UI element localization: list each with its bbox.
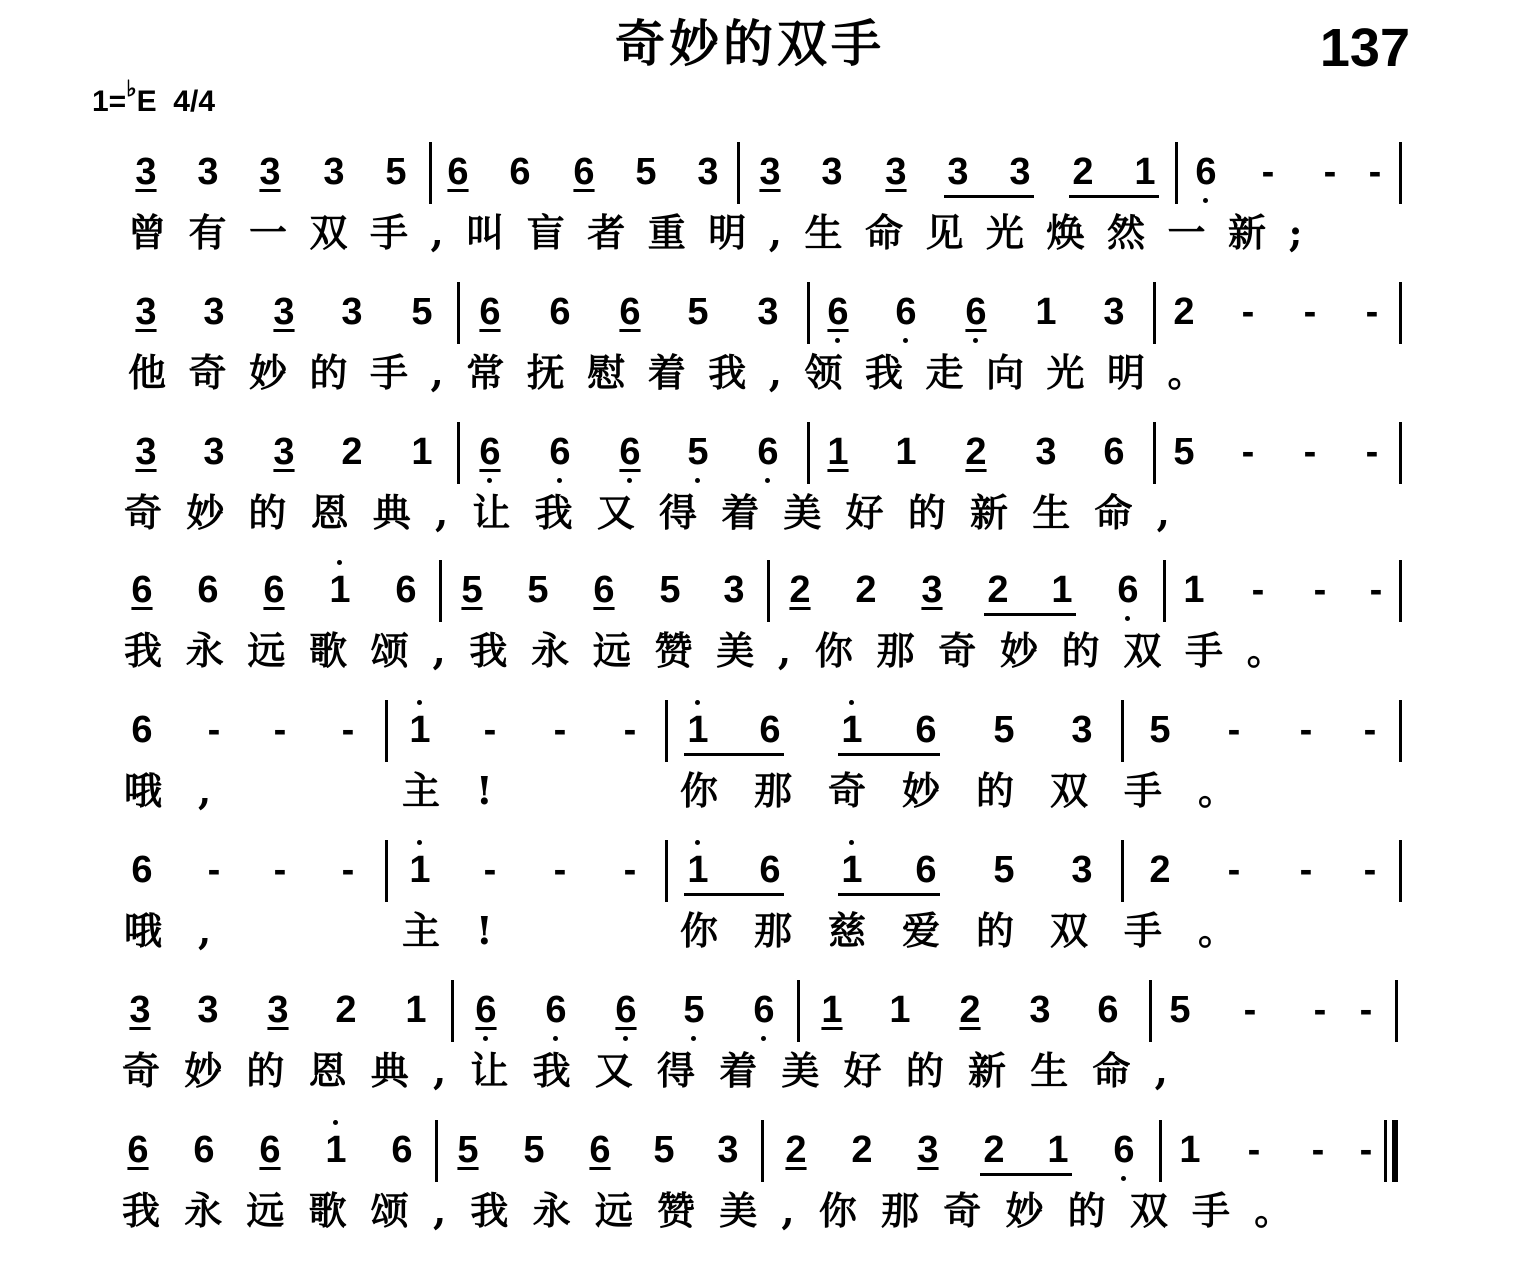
sustain-dash: - bbox=[1313, 569, 1327, 611]
sustain-dash: - bbox=[1241, 291, 1255, 333]
sustain-dash: - bbox=[341, 709, 355, 751]
sustain-dash: - bbox=[273, 849, 287, 891]
barline bbox=[1149, 980, 1152, 1042]
note: 1 bbox=[398, 708, 442, 752]
lyric-line: 我永远歌颂,我永远赞美,你那奇妙的双手。 bbox=[124, 628, 1309, 673]
note: 3 bbox=[947, 151, 969, 193]
lyric-fragment: 哦, bbox=[124, 908, 248, 953]
note: 1 bbox=[889, 989, 911, 1031]
note: 1 bbox=[1035, 291, 1057, 333]
song-title: 奇妙的双手 bbox=[615, 14, 885, 73]
barline bbox=[1395, 980, 1398, 1042]
note: 6 bbox=[1097, 989, 1119, 1031]
lyric-line: 奇妙的恩典,让我又得着美好的新生命, bbox=[122, 1048, 1193, 1093]
note: 6 bbox=[1184, 150, 1228, 194]
barline bbox=[1121, 700, 1124, 762]
eighth-beam bbox=[838, 893, 940, 896]
note: 3 bbox=[1103, 291, 1125, 333]
lyric-line: 奇妙的恩典,让我又得着美好的新生命, bbox=[124, 490, 1195, 535]
final-barline-thick bbox=[1392, 1120, 1398, 1182]
barline bbox=[1175, 142, 1178, 204]
note: 3 bbox=[1035, 431, 1057, 473]
sustain-dash: - bbox=[483, 849, 497, 891]
note: 5 bbox=[993, 849, 1015, 891]
sustain-dash: - bbox=[1365, 431, 1379, 473]
note: 6 bbox=[131, 709, 153, 751]
note: 3 bbox=[1009, 151, 1031, 193]
barline bbox=[451, 980, 454, 1042]
note: 6 bbox=[391, 1129, 413, 1171]
barline bbox=[1121, 840, 1124, 902]
note: 6 bbox=[479, 291, 501, 333]
note: 6 bbox=[464, 988, 508, 1032]
barline bbox=[439, 560, 442, 622]
barline bbox=[761, 1120, 764, 1182]
score-system bbox=[0, 708, 1532, 858]
note: 1 bbox=[1047, 1129, 1069, 1171]
key-note: E bbox=[136, 85, 157, 118]
note: 3 bbox=[757, 291, 779, 333]
note: 6 bbox=[816, 290, 860, 334]
score-system bbox=[0, 988, 1532, 1138]
lyric-line: 他奇妙的手,常抚慰着我,领我走向光明。 bbox=[128, 350, 1228, 395]
sustain-dash: - bbox=[1303, 291, 1317, 333]
note: 5 bbox=[1149, 709, 1171, 751]
high-octave-dot bbox=[695, 700, 700, 705]
note: 3 bbox=[323, 151, 345, 193]
note: 5 bbox=[635, 151, 657, 193]
score-system bbox=[0, 568, 1532, 718]
note: 3 bbox=[1029, 989, 1051, 1031]
note: 2 bbox=[341, 431, 363, 473]
note: 6 bbox=[1102, 1128, 1146, 1172]
note: 2 bbox=[789, 569, 811, 611]
note: 6 bbox=[131, 569, 153, 611]
note: 2 bbox=[1149, 849, 1171, 891]
score-system bbox=[0, 848, 1532, 998]
sustain-dash: - bbox=[1311, 1129, 1325, 1171]
eighth-beam bbox=[1069, 195, 1159, 198]
barline bbox=[807, 282, 810, 344]
sustain-dash: - bbox=[1369, 569, 1383, 611]
note: 3 bbox=[129, 989, 151, 1031]
sustain-dash: - bbox=[1363, 849, 1377, 891]
barline bbox=[1153, 282, 1156, 344]
sustain-dash: - bbox=[1243, 989, 1257, 1031]
note: 2 bbox=[335, 989, 357, 1031]
sustain-dash: - bbox=[1227, 709, 1241, 751]
barline bbox=[457, 422, 460, 484]
note: 3 bbox=[1071, 849, 1093, 891]
note: 2 bbox=[1173, 291, 1195, 333]
note: 5 bbox=[523, 1129, 545, 1171]
sustain-dash: - bbox=[1261, 151, 1275, 193]
sustain-dash: - bbox=[273, 709, 287, 751]
note: 5 bbox=[1169, 989, 1191, 1031]
key-signature bbox=[92, 76, 216, 122]
note: 5 bbox=[457, 1129, 479, 1171]
note: 3 bbox=[723, 569, 745, 611]
note: 1 bbox=[405, 989, 427, 1031]
note: 3 bbox=[821, 151, 843, 193]
barline bbox=[1159, 1120, 1162, 1182]
lyric-fragment: 你那慈爱的双手。 bbox=[680, 908, 1273, 953]
note: 2 bbox=[785, 1129, 807, 1171]
note: 6 bbox=[259, 1129, 281, 1171]
high-octave-dot bbox=[849, 700, 854, 705]
sustain-dash: - bbox=[1363, 709, 1377, 751]
note: 3 bbox=[203, 291, 225, 333]
note: 6 bbox=[549, 291, 571, 333]
note: 6 bbox=[915, 709, 937, 751]
key-prefix: 1= bbox=[92, 85, 127, 118]
sustain-dash: - bbox=[483, 709, 497, 751]
note: 3 bbox=[921, 569, 943, 611]
note: 1 bbox=[411, 431, 433, 473]
barline bbox=[1399, 700, 1402, 762]
eighth-beam bbox=[944, 195, 1034, 198]
barline bbox=[385, 700, 388, 762]
note: 6 bbox=[884, 290, 928, 334]
sustain-dash: - bbox=[1359, 1129, 1373, 1171]
note: 2 bbox=[1072, 151, 1094, 193]
note: 3 bbox=[197, 989, 219, 1031]
note: 3 bbox=[197, 151, 219, 193]
sustain-dash: - bbox=[1251, 569, 1265, 611]
note: 1 bbox=[827, 431, 849, 473]
note: 5 bbox=[527, 569, 549, 611]
note: 3 bbox=[203, 431, 225, 473]
note: 5 bbox=[385, 151, 407, 193]
note: 5 bbox=[411, 291, 433, 333]
note: 5 bbox=[659, 569, 681, 611]
barline bbox=[665, 840, 668, 902]
score-system bbox=[0, 430, 1532, 580]
barline bbox=[1399, 282, 1402, 344]
sustain-dash: - bbox=[1365, 291, 1379, 333]
note: 2 bbox=[987, 569, 1009, 611]
note: 3 bbox=[273, 431, 295, 473]
score-system bbox=[0, 1128, 1532, 1278]
note: 6 bbox=[742, 988, 786, 1032]
note: 6 bbox=[619, 291, 641, 333]
barline bbox=[797, 980, 800, 1042]
eighth-beam bbox=[838, 753, 940, 756]
note: 1 bbox=[895, 431, 917, 473]
barline bbox=[435, 1120, 438, 1182]
high-octave-dot bbox=[849, 840, 854, 845]
note: 3 bbox=[885, 151, 907, 193]
barline bbox=[665, 700, 668, 762]
note: 5 bbox=[676, 430, 720, 474]
sustain-dash: - bbox=[623, 849, 637, 891]
note: 6 bbox=[127, 1129, 149, 1171]
high-octave-dot bbox=[417, 700, 422, 705]
high-octave-dot bbox=[695, 840, 700, 845]
note: 1 bbox=[318, 568, 362, 612]
note: 6 bbox=[538, 430, 582, 474]
note: 6 bbox=[534, 988, 578, 1032]
note: 3 bbox=[267, 989, 289, 1031]
high-octave-dot bbox=[337, 560, 342, 565]
sustain-dash: - bbox=[1227, 849, 1241, 891]
barline bbox=[1399, 560, 1402, 622]
eighth-beam bbox=[684, 753, 784, 756]
note: 2 bbox=[851, 1129, 873, 1171]
time-signature: 4/4 bbox=[173, 85, 216, 118]
flat-icon: ♭ bbox=[126, 76, 137, 101]
note: 1 bbox=[821, 989, 843, 1031]
note: 6 bbox=[1106, 568, 1150, 612]
note: 5 bbox=[461, 569, 483, 611]
note: 6 bbox=[759, 849, 781, 891]
note: 6 bbox=[1103, 431, 1125, 473]
sustain-dash: - bbox=[341, 849, 355, 891]
note: 3 bbox=[135, 431, 157, 473]
sustain-dash: - bbox=[553, 849, 567, 891]
note: 1 bbox=[830, 708, 874, 752]
note: 2 bbox=[983, 1129, 1005, 1171]
barline bbox=[1399, 422, 1402, 484]
note: 6 bbox=[589, 1129, 611, 1171]
note: 6 bbox=[131, 849, 153, 891]
barline bbox=[457, 282, 460, 344]
barline bbox=[429, 142, 432, 204]
high-octave-dot bbox=[333, 1120, 338, 1125]
note: 1 bbox=[1183, 569, 1205, 611]
note: 1 bbox=[676, 708, 720, 752]
note: 3 bbox=[135, 151, 157, 193]
eighth-beam bbox=[684, 893, 784, 896]
note: 1 bbox=[1179, 1129, 1201, 1171]
eighth-beam bbox=[984, 613, 1076, 616]
sustain-dash: - bbox=[207, 709, 221, 751]
note: 1 bbox=[1051, 569, 1073, 611]
lyric-line: 我永远歌颂,我永远赞美,你那奇妙的双手。 bbox=[122, 1188, 1317, 1233]
note: 6 bbox=[954, 290, 998, 334]
high-octave-dot bbox=[417, 840, 422, 845]
lyric-fragment: 哦, bbox=[124, 768, 248, 813]
note: 6 bbox=[263, 569, 285, 611]
note: 3 bbox=[697, 151, 719, 193]
sustain-dash: - bbox=[207, 849, 221, 891]
page-number: 137 bbox=[1319, 18, 1410, 78]
sustain-dash: - bbox=[623, 709, 637, 751]
note: 3 bbox=[1071, 709, 1093, 751]
eighth-beam bbox=[980, 1173, 1072, 1176]
sustain-dash: - bbox=[1359, 989, 1373, 1031]
note: 1 bbox=[676, 848, 720, 892]
sustain-dash: - bbox=[1368, 151, 1382, 193]
sustain-dash: - bbox=[1241, 431, 1255, 473]
note: 3 bbox=[135, 291, 157, 333]
note: 3 bbox=[917, 1129, 939, 1171]
lyric-line: 曾有一双手,叫盲者重明,生命见光焕然一新; bbox=[128, 210, 1325, 255]
note: 5 bbox=[1173, 431, 1195, 473]
score-system bbox=[0, 150, 1532, 300]
lyric-fragment: 主! bbox=[402, 768, 529, 813]
barline bbox=[737, 142, 740, 204]
note: 1 bbox=[1134, 151, 1156, 193]
barline bbox=[1153, 422, 1156, 484]
note: 6 bbox=[759, 709, 781, 751]
lyric-fragment: 你那奇妙的双手。 bbox=[680, 768, 1273, 813]
note: 3 bbox=[341, 291, 363, 333]
note: 3 bbox=[717, 1129, 739, 1171]
note: 1 bbox=[830, 848, 874, 892]
note: 3 bbox=[259, 151, 281, 193]
barline bbox=[1399, 142, 1402, 204]
note: 5 bbox=[653, 1129, 675, 1171]
barline bbox=[767, 560, 770, 622]
barline bbox=[807, 422, 810, 484]
barline bbox=[1399, 840, 1402, 902]
note: 6 bbox=[447, 151, 469, 193]
sustain-dash: - bbox=[553, 709, 567, 751]
sustain-dash: - bbox=[1303, 431, 1317, 473]
note: 6 bbox=[593, 569, 615, 611]
note: 6 bbox=[509, 151, 531, 193]
note: 2 bbox=[965, 431, 987, 473]
note: 6 bbox=[193, 1129, 215, 1171]
note: 3 bbox=[273, 291, 295, 333]
note: 6 bbox=[604, 988, 648, 1032]
note: 6 bbox=[395, 569, 417, 611]
sustain-dash: - bbox=[1299, 709, 1313, 751]
final-barline-thin bbox=[1384, 1120, 1387, 1182]
sustain-dash: - bbox=[1313, 989, 1327, 1031]
note: 6 bbox=[608, 430, 652, 474]
sustain-dash: - bbox=[1299, 849, 1313, 891]
note: 1 bbox=[398, 848, 442, 892]
note: 6 bbox=[468, 430, 512, 474]
sustain-dash: - bbox=[1247, 1129, 1261, 1171]
barline bbox=[1163, 560, 1166, 622]
note: 2 bbox=[855, 569, 877, 611]
note: 2 bbox=[959, 989, 981, 1031]
note: 6 bbox=[197, 569, 219, 611]
note: 5 bbox=[993, 709, 1015, 751]
note: 6 bbox=[746, 430, 790, 474]
sustain-dash: - bbox=[1323, 151, 1337, 193]
lyric-fragment: 主! bbox=[402, 908, 529, 953]
note: 6 bbox=[915, 849, 937, 891]
note: 6 bbox=[573, 151, 595, 193]
note: 1 bbox=[314, 1128, 358, 1172]
note: 5 bbox=[687, 291, 709, 333]
note: 3 bbox=[759, 151, 781, 193]
barline bbox=[385, 840, 388, 902]
note: 5 bbox=[672, 988, 716, 1032]
score-system bbox=[0, 290, 1532, 440]
